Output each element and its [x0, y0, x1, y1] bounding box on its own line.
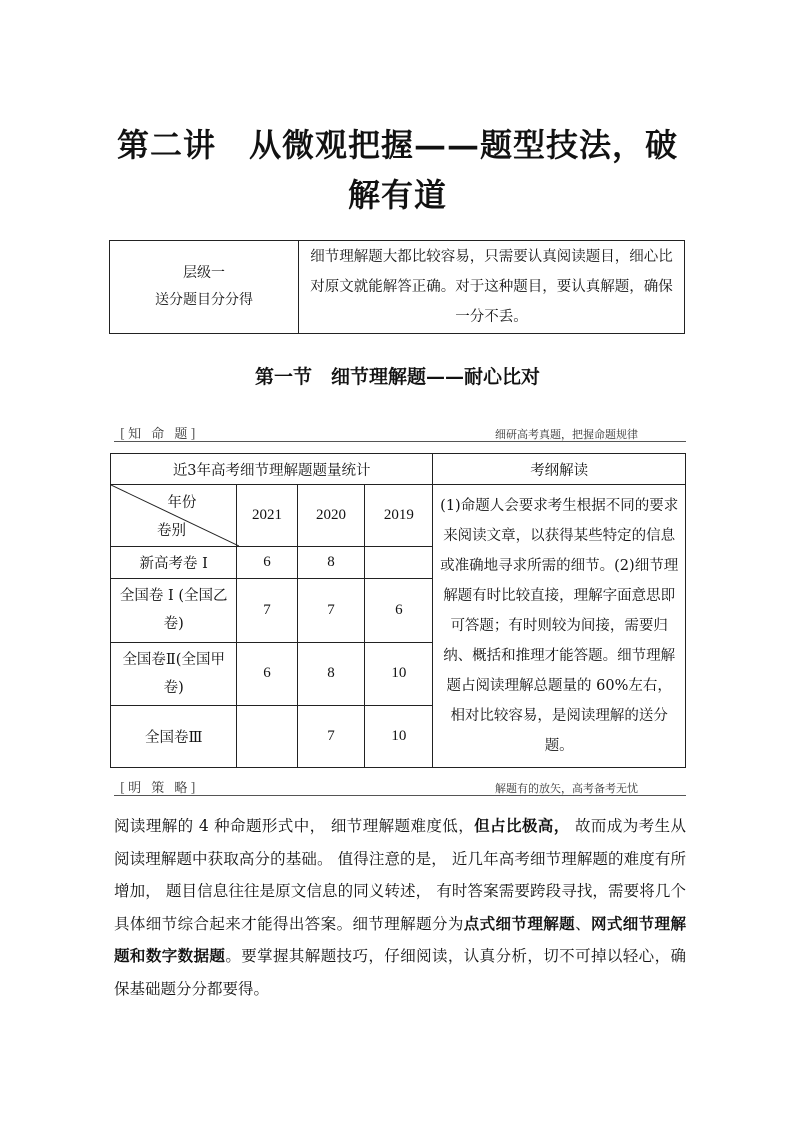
stats-title: 近3年高考细节理解题题量统计 — [111, 454, 433, 485]
paper-name: 新高考卷 I — [111, 547, 237, 579]
count-cell: 7 — [237, 579, 297, 642]
count-cell: 7 — [297, 705, 365, 767]
count-cell: 7 — [297, 579, 365, 642]
paper-name: 全国卷Ⅲ — [111, 705, 237, 767]
strategy-slogan: 解题有的放矢，高考备考无忧 — [495, 782, 638, 795]
paragraph-text: 阅读理解的 4 种命题形式中， 细节理解题难度低， — [114, 817, 475, 835]
know-topic-tag-text: 知 命 题 — [128, 427, 191, 442]
count-cell: 10 — [365, 705, 433, 767]
paragraph-text: 故而成为考生从阅读理解题中获取高分的基础。 值得注意的是， 近几年高考细节理解题的难度有所增加， 题目信息往往是原文信息的同义转述， 有时答案需要跨段寻找，需要将几个具体细节综合起来才能得出答案。细节理解题分为 — [114, 817, 686, 933]
count-cell: 10 — [365, 642, 433, 705]
paper-name: 全国卷 I (全国乙卷) — [111, 579, 237, 642]
count-cell — [237, 705, 297, 767]
intro-level-cell — [110, 241, 299, 334]
diag-paper-label: 卷别 — [157, 523, 186, 540]
type-network-detail: 网式细节理解题 — [114, 913, 686, 965]
know-topic-slogan: 细研高考真题，把握命题规律 — [495, 428, 638, 441]
count-cell: 6 — [237, 547, 297, 579]
interpretation-title: 考纲解读 — [433, 454, 686, 485]
strategy-tag-text: 明 策 略 — [128, 781, 191, 796]
know-topic-tag: [知 命 题] — [120, 427, 199, 442]
stats-table — [110, 453, 686, 768]
type-point-detail: 点式细节理解题 — [463, 913, 576, 933]
separator: 和 — [129, 946, 146, 965]
know-topic-bar — [114, 422, 686, 442]
paper-name: 全国卷Ⅱ(全国甲卷) — [111, 642, 237, 705]
diagonal-header-cell — [111, 485, 237, 547]
count-cell: 8 — [297, 547, 365, 579]
divider — [114, 795, 686, 796]
highlight-text: 但占比极高， — [474, 816, 570, 835]
intro-subtitle: 送分题目分分得 — [155, 292, 253, 308]
strategy-paragraph — [114, 810, 686, 1005]
strategy-bar — [114, 776, 686, 796]
intro-table — [109, 240, 685, 334]
page-title: 第二讲 从微观把握——题型技法，破解有道 — [116, 126, 678, 214]
count-cell: 6 — [237, 642, 297, 705]
strategy-tag: [明 策 略] — [120, 781, 199, 796]
year-header: 2019 — [365, 485, 433, 547]
count-cell — [365, 547, 433, 579]
count-cell: 6 — [365, 579, 433, 642]
separator: 、 — [575, 914, 591, 933]
interpretation-text: (1)命题人会要求考生根据不同的要求来阅读文章，以获得某些特定的信息或准确地寻求所需的细节。(2)细节理解题有时比较直接，理解字面意思即可答题；有时则较为间接，需要归纳、概括和推理才能答题。细节理解题占阅读理解总题量的 60%左右，相对比较容易，是阅读理解的送分题。 — [433, 485, 686, 768]
diag-year-label: 年份 — [167, 495, 197, 512]
divider — [114, 441, 686, 442]
year-header: 2021 — [237, 485, 297, 547]
section-title: 第一节 细节理解题——耐心比对 — [254, 366, 540, 388]
paragraph-text: 。要掌握其解题技巧，仔细阅读，认真分析，切不可掉以轻心，确保基础题分分都要得。 — [114, 947, 686, 998]
year-header: 2020 — [297, 485, 365, 547]
count-cell: 8 — [297, 642, 365, 705]
type-number-data: 数字数据题 — [145, 946, 226, 965]
intro-description: 细节理解题大都比较容易，只需要认真阅读题目，细心比对原文就能解答正确。对于这种题目，要认真解题，确保一分不丢。 — [299, 241, 685, 334]
intro-level: 层级一 — [183, 265, 225, 281]
